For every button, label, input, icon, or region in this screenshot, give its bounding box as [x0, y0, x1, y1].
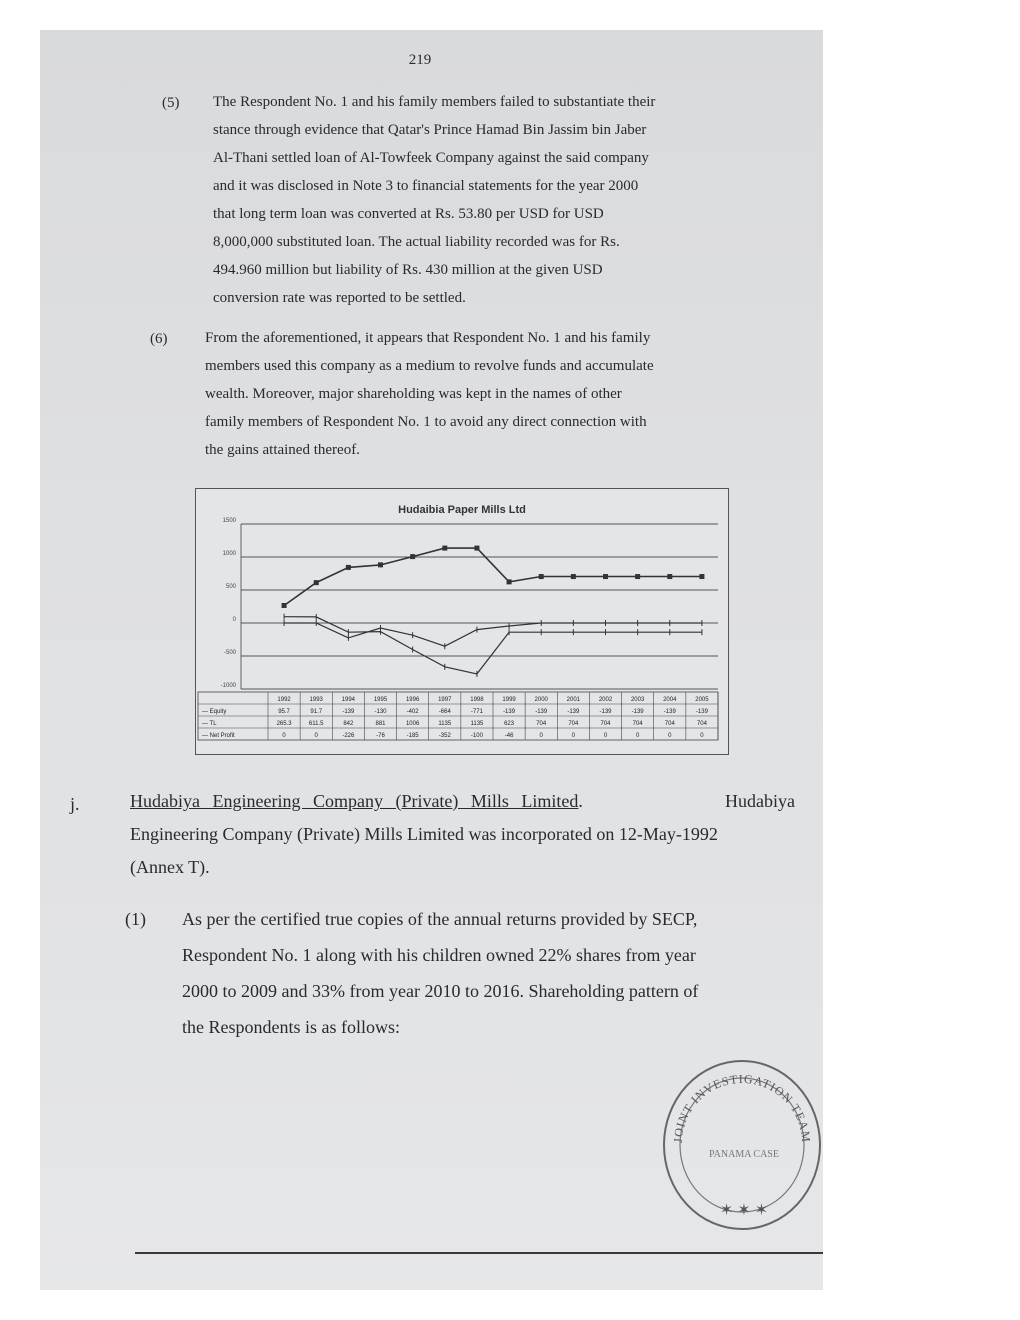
x-tick-label: 1998 — [470, 697, 484, 703]
data-label: -402 — [406, 709, 419, 715]
data-point — [378, 562, 383, 567]
data-label: 0 — [700, 733, 704, 739]
paragraph-5 — [213, 88, 753, 312]
stamp-text: JOINT INVESTIGATION TEAM — [670, 1071, 814, 1144]
data-label: -139 — [567, 709, 580, 715]
section-heading: Hudabiya Engineering Company (Private) Mills Limited — [130, 791, 579, 811]
y-tick-label: 500 — [225, 584, 236, 590]
data-point — [442, 546, 447, 551]
data-label: 95.7 — [278, 709, 290, 715]
legend-entry: — Net Profit — [202, 733, 235, 739]
paragraph-j1 — [182, 901, 802, 1045]
data-label: -352 — [438, 733, 451, 739]
x-tick-label: 1997 — [438, 697, 452, 703]
section-marker: j. — [70, 794, 80, 814]
data-label: 704 — [568, 721, 579, 727]
text-line: stance through evidence that Qatar's Prince Hamad Bin Jassim bin Jaber — [213, 122, 647, 138]
stamp-subtext: PANAMA CASE — [709, 1149, 779, 1160]
item-number: (1) — [125, 909, 146, 929]
x-tick-label: 2003 — [630, 697, 645, 703]
text-line: The Respondent No. 1 and his family members failed to substantiate their — [213, 94, 656, 110]
document-photo — [40, 30, 823, 1290]
y-tick-label: 0 — [232, 617, 236, 623]
data-label: -100 — [470, 733, 483, 739]
official-stamp — [660, 1055, 822, 1231]
text-line: members used this company as a medium to revolve funds and accumulate — [205, 358, 654, 374]
legend-entry: — Equity — [202, 709, 227, 715]
text-line: that long term loan was converted at Rs. 53.80 per USD for USD — [213, 206, 604, 222]
data-label: 91.7 — [310, 709, 323, 715]
data-point — [474, 546, 479, 551]
series-line — [284, 617, 702, 674]
data-label: 0 — [282, 733, 286, 739]
data-label: -139 — [631, 709, 644, 715]
x-tick-label: 1994 — [341, 697, 356, 703]
data-label: 0 — [668, 733, 672, 739]
data-label: 0 — [539, 733, 543, 739]
item-number: (5) — [162, 95, 180, 111]
text-line: Al-Thani settled loan of Al-Towfeek Company against the said company — [213, 150, 649, 166]
text-line: and it was disclosed in Note 3 to financial statements for the year 2000 — [213, 178, 639, 194]
data-label: -46 — [504, 733, 514, 739]
item-number: (6) — [150, 331, 168, 347]
data-point — [346, 565, 351, 570]
x-tick-label: 1992 — [277, 697, 291, 703]
data-label: -139 — [535, 709, 548, 715]
text-line: (Annex T). — [130, 857, 210, 877]
y-tick-label: -1000 — [220, 683, 236, 689]
series-line — [284, 623, 702, 646]
hudaibia-chart — [195, 488, 729, 755]
x-tick-label: 2005 — [695, 697, 709, 703]
text-line: Respondent No. 1 along with his children owned 22% shares from year — [182, 945, 696, 965]
x-tick-label: 1996 — [405, 697, 420, 703]
stamp-stars: ✶ ✶ ✶ — [719, 1202, 769, 1219]
bottom-rule — [135, 1252, 823, 1254]
data-label: 1135 — [470, 721, 484, 727]
text-line: the Respondents is as follows: — [182, 1017, 400, 1037]
data-label: -139 — [342, 709, 355, 715]
y-tick-label: 1000 — [222, 551, 236, 557]
text-line: 8,000,000 substituted loan. The actual liability recorded was for Rs. — [213, 234, 620, 250]
x-tick-label: 1999 — [502, 697, 516, 703]
data-label: 0 — [314, 733, 318, 739]
data-point — [314, 580, 319, 585]
chart-svg — [196, 489, 728, 754]
data-label: -139 — [663, 709, 676, 715]
text-line: From the aforementioned, it appears that Respondent No. 1 and his family — [205, 330, 651, 346]
data-label: -664 — [438, 709, 451, 715]
text-line: Hudabiya — [725, 791, 795, 811]
svg-text:JOINT INVESTIGATION TEAM — [671, 1072, 813, 1144]
text-line: the gains attained thereof. — [205, 442, 360, 458]
x-tick-label: 1993 — [309, 697, 323, 703]
x-tick-label: 2001 — [566, 697, 581, 703]
data-label: -139 — [695, 709, 708, 715]
data-point — [667, 574, 672, 579]
data-label: 1135 — [438, 721, 452, 727]
section-j-paragraph — [130, 785, 795, 884]
data-point — [603, 574, 608, 579]
data-label: -771 — [470, 709, 483, 715]
data-label: 0 — [635, 733, 640, 739]
data-label: 842 — [343, 721, 354, 727]
text-line: conversion rate was reported to be settled. — [213, 290, 466, 306]
data-point — [699, 574, 704, 579]
data-label: 611.5 — [308, 721, 324, 727]
paragraph-6 — [205, 324, 760, 464]
data-label: -130 — [374, 709, 387, 715]
data-label: 704 — [600, 721, 611, 727]
data-label: 881 — [375, 721, 386, 727]
text-line: 2000 to 2009 and 33% from year 2010 to 2016. Shareholding pattern of — [182, 981, 699, 1001]
data-point — [410, 554, 415, 559]
data-label: 704 — [664, 721, 675, 727]
data-label: -139 — [503, 709, 516, 715]
data-label: 704 — [536, 721, 547, 727]
text-line: 494.960 million but liability of Rs. 430 million at the given USD — [213, 262, 603, 278]
data-point — [282, 603, 287, 608]
data-point — [539, 574, 544, 579]
data-point — [507, 579, 512, 584]
data-label: 623 — [504, 721, 515, 727]
data-label: 704 — [632, 721, 643, 727]
x-tick-label: 2002 — [598, 697, 613, 703]
data-label: -185 — [406, 733, 419, 739]
data-label: -139 — [599, 709, 612, 715]
y-tick-label: -500 — [223, 650, 236, 656]
data-label: 265.3 — [276, 721, 292, 727]
data-label: 0 — [571, 733, 576, 739]
data-label: -226 — [342, 733, 355, 739]
chart-title: Hudaibia Paper Mills Ltd — [398, 504, 526, 516]
heading-period: . — [578, 791, 583, 811]
x-tick-label: 1995 — [373, 697, 388, 703]
data-label: 704 — [696, 721, 707, 727]
text-line: As per the certified true copies of the annual returns provided by SECP, — [182, 909, 698, 929]
data-point — [571, 574, 576, 579]
page-number: 219 — [408, 52, 432, 68]
legend-entry: — TL — [202, 721, 217, 727]
x-tick-label: 2000 — [534, 697, 548, 703]
text-line: family members of Respondent No. 1 to avoid any direct connection with — [205, 414, 647, 430]
x-tick-label: 2004 — [663, 697, 677, 703]
text-line: Engineering Company (Private) Mills Limited was incorporated on 12-May-1992 — [130, 824, 718, 844]
data-label: 0 — [603, 733, 608, 739]
text-line: wealth. Moreover, major shareholding was kept in the names of other — [205, 386, 622, 402]
data-label: -76 — [376, 733, 385, 739]
y-tick-label: 1500 — [222, 518, 236, 524]
data-point — [635, 574, 640, 579]
data-label: 1006 — [405, 721, 420, 727]
